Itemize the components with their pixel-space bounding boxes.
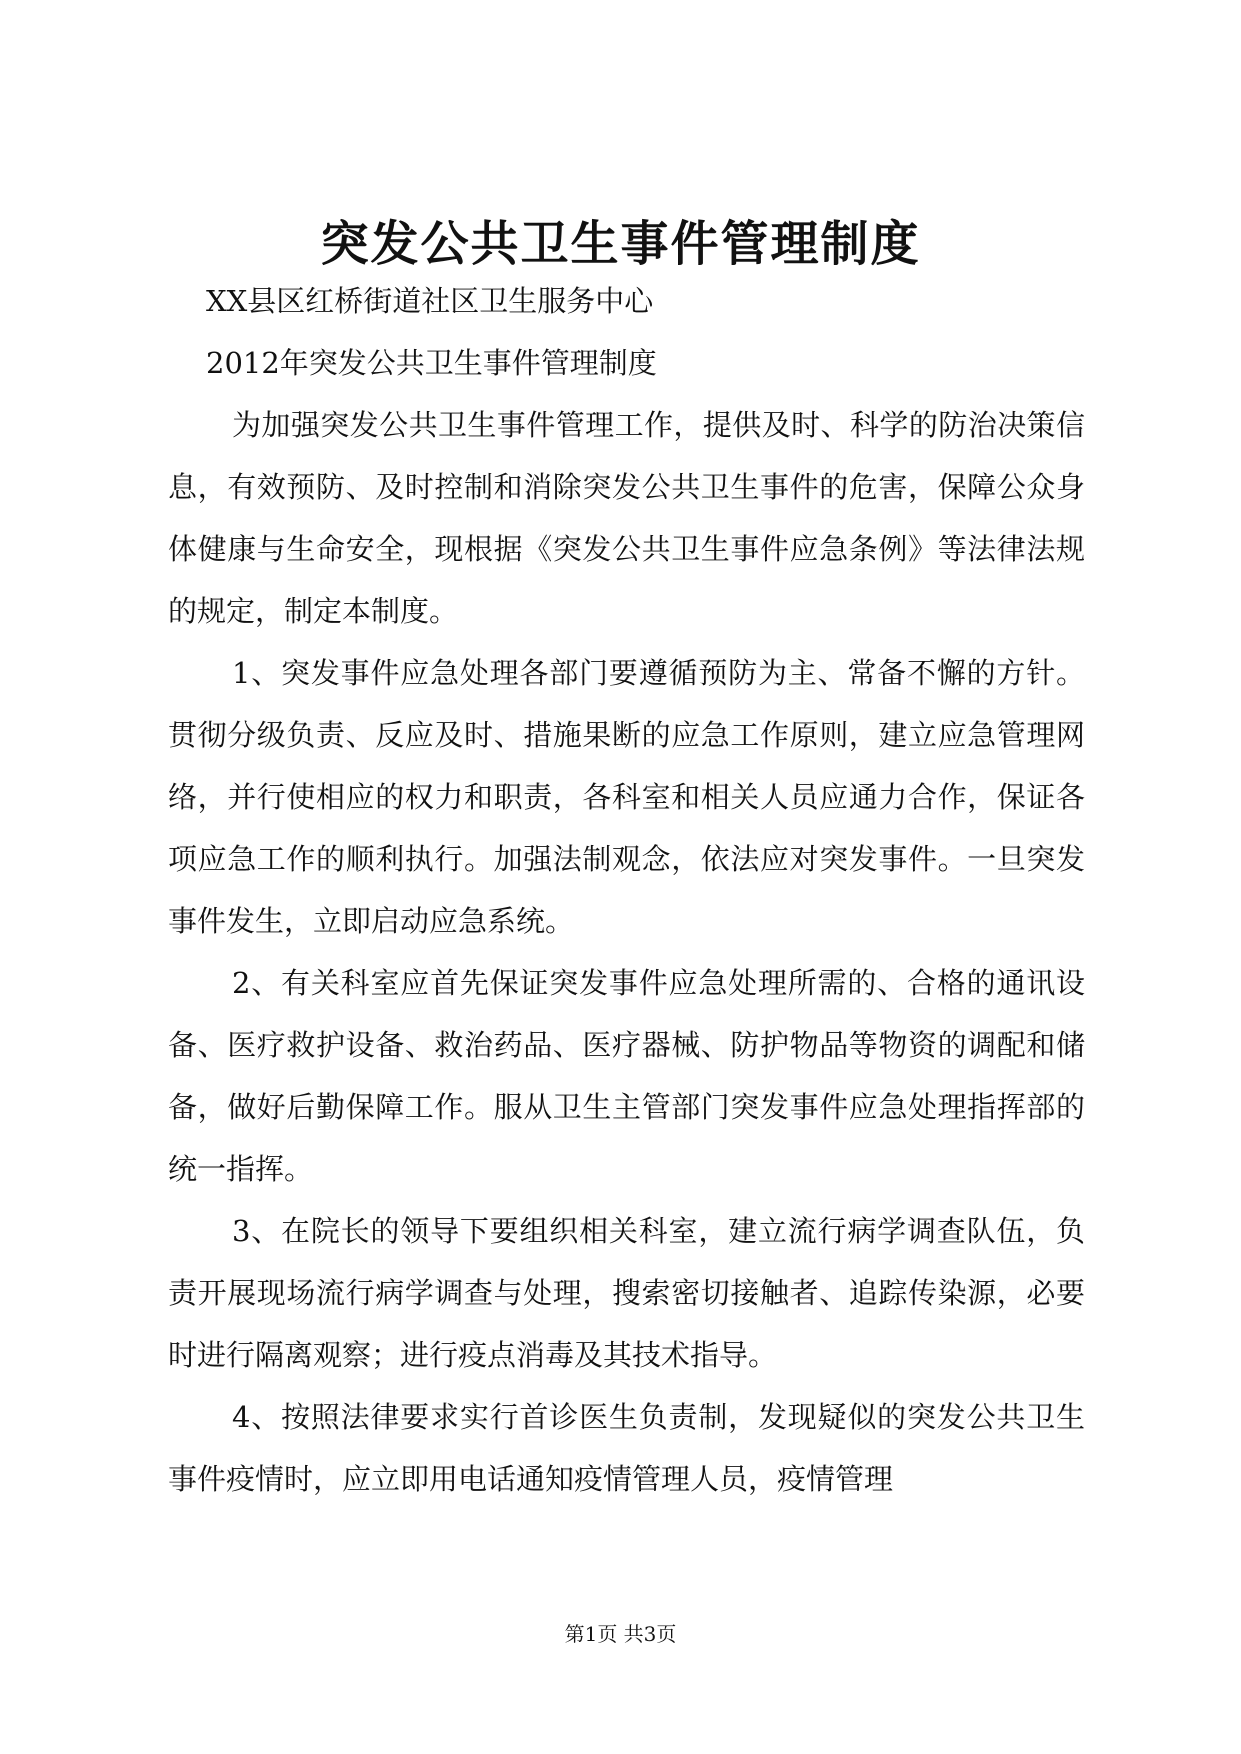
paragraph-4: 4、按照法律要求实行首诊医生负责制，发现疑似的突发公共卫生事件疫情时，应立即用电话通知疫情管理人员，疫情管理 <box>168 1400 1085 1496</box>
paragraph-3: 3、在院长的领导下要组织相关科室，建立流行病学调查队伍，负责开展现场流行病学调查与处理，搜索密切接触者、追踪传染源，必要时进行隔离观察；进行疫点消毒及其技术指导。 <box>168 1214 1085 1372</box>
document-body <box>168 270 1085 1510</box>
paragraph-intro: 为加强突发公共卫生事件管理工作，提供及时、科学的防治决策信息，有效预防、及时控制和消除突发公共卫生事件的危害，保障公众身体健康与生命安全，现根据《突发公共卫生事件应急条例》等法律法规的规定，制定本制度。 <box>168 408 1085 628</box>
paragraph-1: 1、突发事件应急处理各部门要遵循预防为主、常备不懈的方针。贯彻分级负责、反应及时、措施果断的应急工作原则，建立应急管理网络，并行使相应的权力和职责，各科室和相关人员应通力合作，保证各项应急工作的顺利执行。加强法制观念，依法应对突发事件。一旦突发事件发生，立即启动应急系统。 <box>168 656 1085 938</box>
org-line: XX县区红桥街道社区卫生服务中心 <box>206 284 654 318</box>
subtitle-line: 2012年突发公共卫生事件管理制度 <box>206 346 657 380</box>
document-title: 突发公共卫生事件管理制度 <box>320 216 921 272</box>
paragraph-2: 2、有关科室应首先保证突发事件应急处理所需的、合格的通讯设备、医疗救护设备、救治药品、医疗器械、防护物品等物资的调配和储备，做好后勤保障工作。服从卫生主管部门突发事件应急处理指挥部的统一指挥。 <box>168 966 1085 1186</box>
page-number: 第1页 共3页 <box>564 1622 677 1646</box>
